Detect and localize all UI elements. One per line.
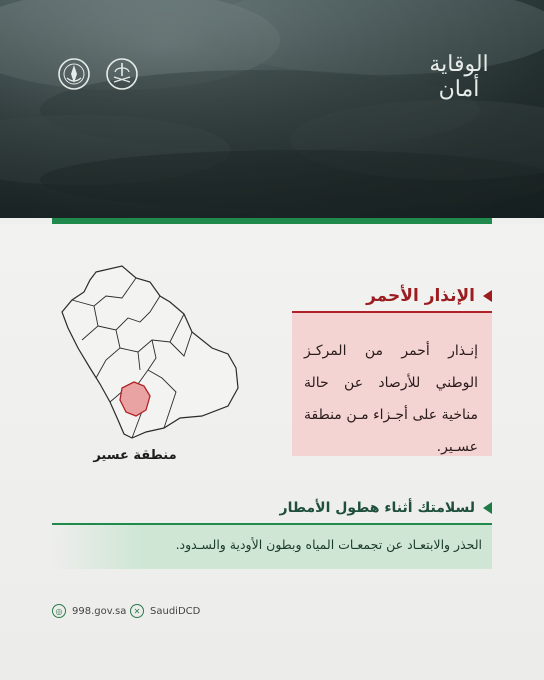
saudi-emblem-icon [104,56,140,92]
saudi-map [52,256,248,444]
safety-title [280,500,492,516]
website-link[interactable] [52,604,126,618]
safety-title-text: لسلامتك أثناء هطول الأمطار [279,500,475,516]
website-text: 998.gov.sa [72,605,127,617]
globe-icon: ◎ [52,604,66,618]
map-region-label: منطقة عسير [93,448,177,463]
red-warning-title [366,286,492,306]
safety-body: الحذر والابتعـاد عن تجمعـات المياه وبطون الأودية والسـدود. [175,537,482,552]
x-account-link[interactable] [130,604,200,618]
sky-header-image [0,0,544,218]
safety-box [52,525,492,569]
red-warning-body: إنـذار أحمر من المركـز الوطني للأرصاد عن حالة مناخية على أجـزاء مـن منطقة عسـير. [304,343,478,455]
triangle-bullet-icon [483,502,492,514]
red-warning-title-text: الإنذار الأحمر [366,286,475,306]
triangle-bullet-icon [483,290,492,302]
x-handle-text: SaudiDCD [150,605,201,617]
x-logo-icon: ✕ [130,604,144,618]
red-warning-box [292,313,492,456]
civil-defense-emblem-icon [56,56,92,92]
awareness-logo: الوقاية أمان [429,52,489,102]
